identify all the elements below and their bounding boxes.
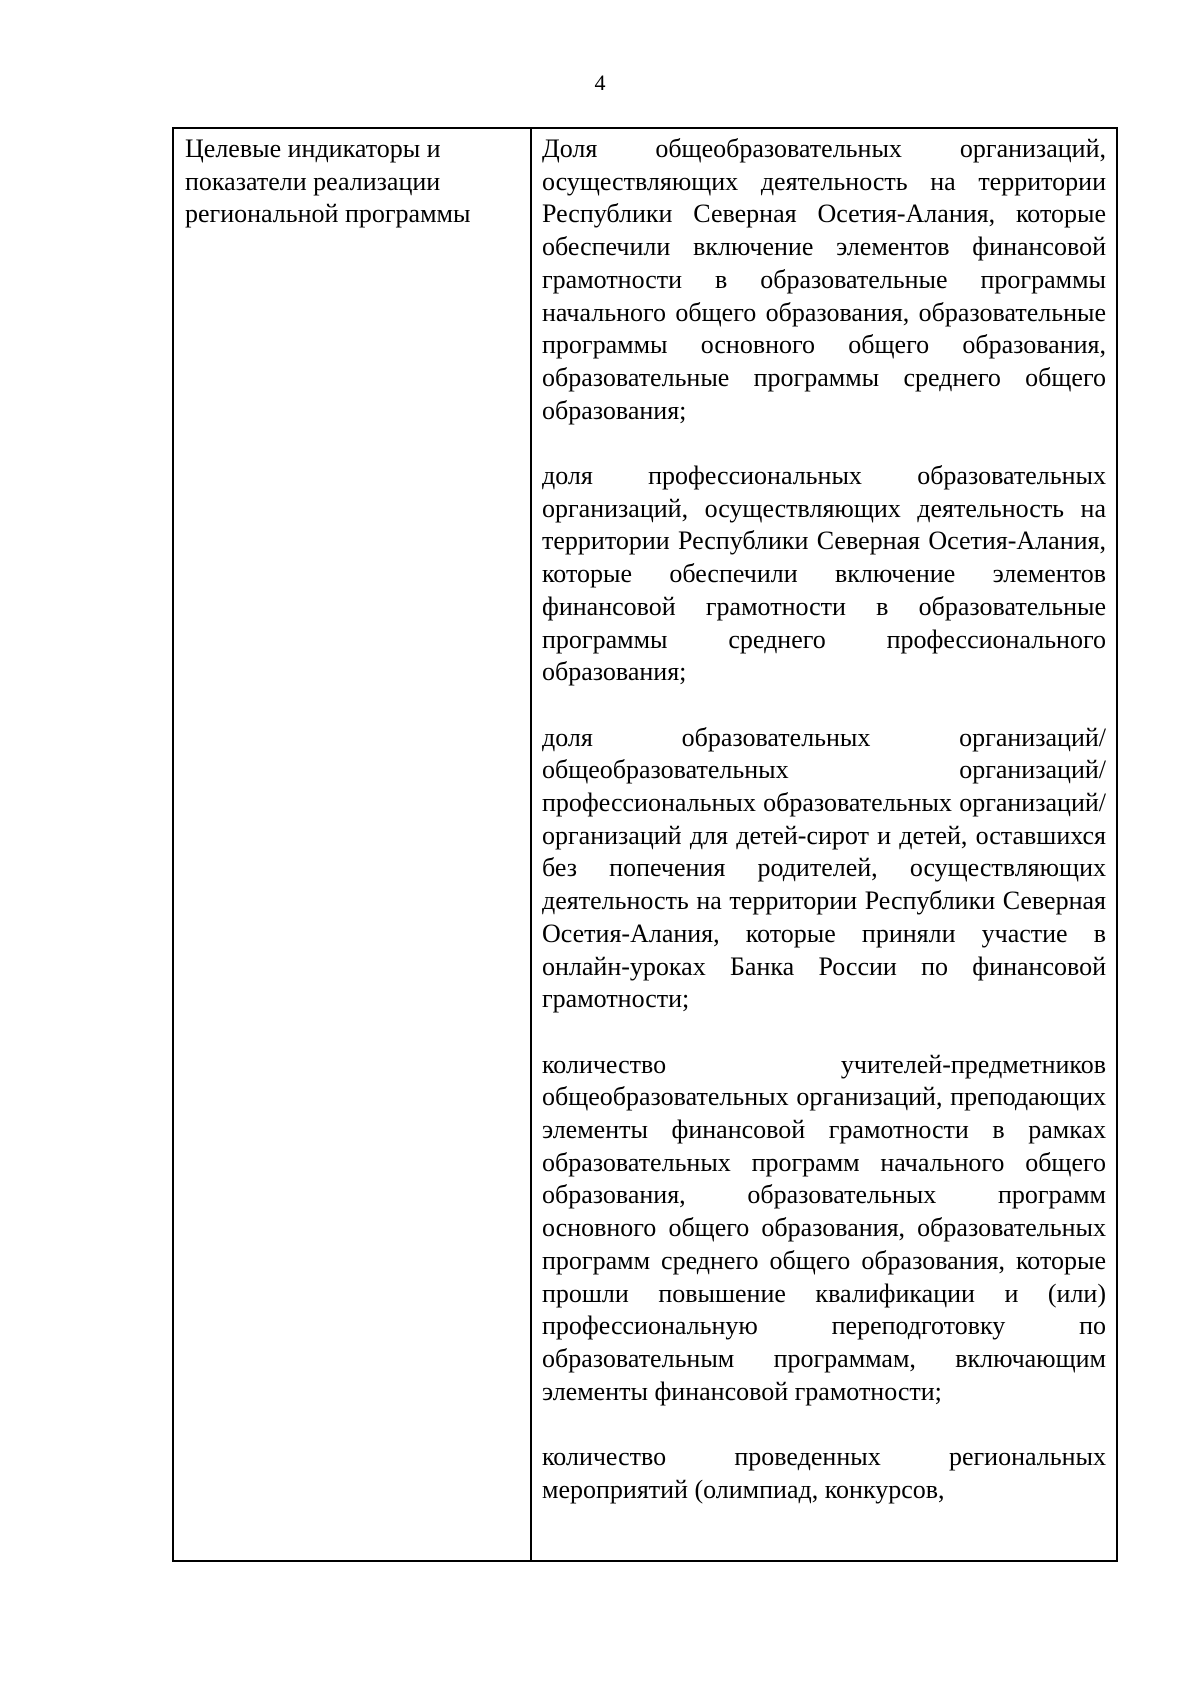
indicator-label-text: Целевые индикаторы и показатели реализации региональной программы — [185, 134, 471, 228]
page-number: 4 — [594, 70, 606, 95]
indicator-paragraph-2: доля профессиональных образовательных организаций, осуществляющих деятельность на территории Республики Северная Осетия-Алания, которые обеспечили включение элементов финансовой грамотности в образовательные программы среднего профессионального образования; — [542, 461, 1106, 687]
indicator-values-cell — [531, 128, 1117, 1561]
indicator-label-cell — [173, 128, 531, 1561]
program-indicators-table — [172, 127, 1118, 1562]
table-row — [173, 128, 1117, 1561]
indicator-paragraph-3: доля образовательных организаций/общеобразовательных организаций/профессиональных образовательных организаций/организаций для детей-сирот и детей, оставшихся без попечения родителей, осуществляющих деятельность на территории Республики Северная Осетия-Алания, которые приняли участие в онлайн-уроках Банка России по финансовой грамотности; — [542, 722, 1106, 1014]
indicator-paragraph-1: Доля общеобразовательных организаций, осуществляющих деятельность на территории Республики Северная Осетия-Алания, которые обеспечили включение элементов финансовой грамотности в образовательные программы начального общего образования, образовательные программы основного общего образования, образовательные программы среднего общего образования; — [542, 134, 1106, 425]
indicator-paragraph-5: количество проведенных региональных мероприятий (олимпиад, конкурсов, — [542, 1442, 1106, 1504]
indicator-paragraph-4: количество учителей-предметников общеобразовательных организаций, преподающих элементы финансовой грамотности в рамках образовательных программ начального общего образования, образовательных программ основного общего образования, образовательных программ среднего общего образования, которые прошли повышение квалификации и (или) профессиональную переподготовку по образовательным программам, включающим элементы финансовой грамотности; — [542, 1049, 1106, 1406]
